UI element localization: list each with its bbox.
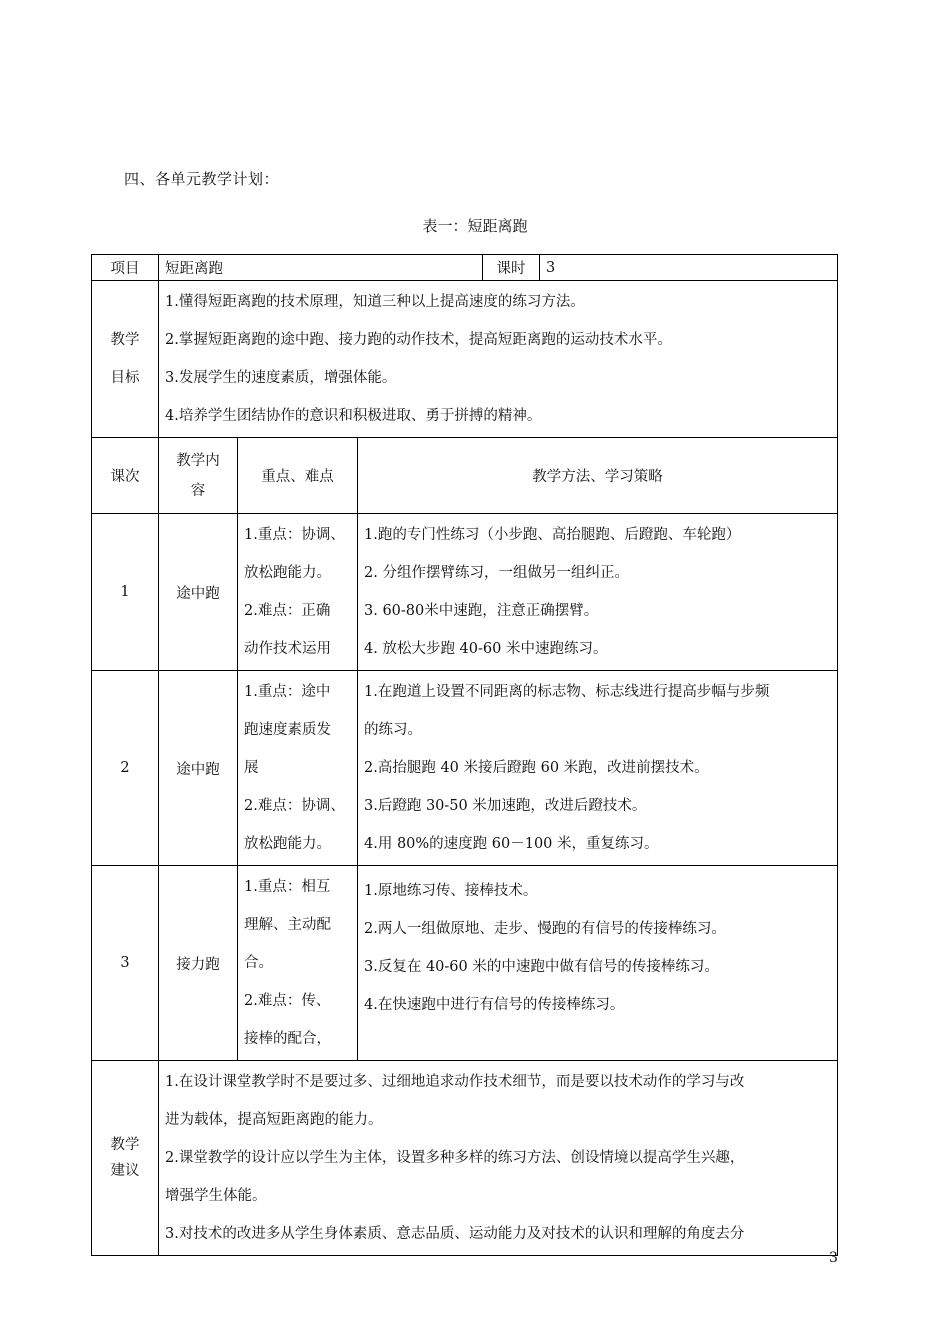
method-line: 4.在快速跑中进行有信号的传接棒练习。 <box>364 997 625 1013</box>
objectives-label-line: 目标 <box>110 370 140 386</box>
lesson-keypoints <box>238 671 358 866</box>
lesson-methods <box>358 866 838 1061</box>
teaching-plan-table <box>91 254 838 1256</box>
suggestion-line: 3.对技术的改进多从学生身体素质、意志品质、运动能力及对技术的认识和理解的角度去分 <box>165 1226 745 1242</box>
method-line: 3.后蹬跑 30-50 米加速跑，改进后蹬技术。 <box>364 798 647 814</box>
column-methods: 教学方法、学习策略 <box>358 438 838 514</box>
keypoint-line: 1.重点：途中 <box>244 684 331 700</box>
lesson-number: 1 <box>92 514 159 671</box>
objectives-label <box>92 281 159 438</box>
column-content <box>159 438 238 514</box>
suggestion-line: 增强学生体能。 <box>165 1188 267 1204</box>
method-line: 1.在跑道上设置不同距离的标志物、标志线进行提高步幅与步频 <box>364 684 770 700</box>
objectives-row <box>92 281 838 438</box>
method-line: 2.高抬腿跑 40 米接后蹬跑 60 米跑，改进前摆技术。 <box>364 760 709 776</box>
suggestions-content <box>159 1061 838 1256</box>
suggestions-label <box>92 1061 159 1256</box>
table-row <box>92 866 838 1061</box>
column-lesson: 课次 <box>92 438 159 514</box>
keypoint-line: 1.重点：相互 <box>244 879 331 895</box>
keypoint-line: 1.重点：协调、 <box>244 527 345 543</box>
lesson-content: 途中跑 <box>159 671 238 866</box>
objective-line: 2.掌握短距离跑的途中跑、接力跑的动作技术，提高短距离跑的运动技术水平。 <box>165 332 672 348</box>
keypoint-line: 接棒的配合， <box>244 1031 331 1047</box>
method-line: 2.两人一组做原地、走步、慢跑的有信号的传接棒练习。 <box>364 921 726 937</box>
hours-label: 课时 <box>483 255 540 281</box>
column-header-row <box>92 438 838 514</box>
keypoint-line: 展 <box>244 760 259 776</box>
keypoint-line: 放松跑能力。 <box>244 836 331 852</box>
method-line: 1.跑的专门性练习（小步跑、高抬腿跑、后蹬跑、车轮跑） <box>364 527 741 543</box>
keypoint-line: 2.难点：协调、 <box>244 798 345 814</box>
objective-line: 1.懂得短距离跑的技术原理，知道三种以上提高速度的练习方法。 <box>165 294 585 310</box>
table-row <box>92 514 838 671</box>
objective-line: 3.发展学生的速度素质，增强体能。 <box>165 370 397 386</box>
suggestions-label-line: 教学 <box>110 1137 140 1153</box>
hours-value: 3 <box>540 255 838 281</box>
lesson-number: 3 <box>92 866 159 1061</box>
keypoint-line: 合。 <box>244 955 273 971</box>
lesson-keypoints <box>238 866 358 1061</box>
column-content-line: 容 <box>190 482 206 499</box>
method-line: 1.原地练习传、接棒技术。 <box>364 883 538 899</box>
keypoint-line: 跑速度素质发 <box>244 722 331 738</box>
item-value: 短距离跑 <box>159 255 483 281</box>
section-heading: 四、各单元教学计划： <box>124 170 280 188</box>
method-line: 3. 60-80米中速跑，注意正确摆臂。 <box>364 603 599 619</box>
method-line: 的练习。 <box>364 722 422 738</box>
column-content-line: 教学内 <box>176 452 220 469</box>
table-header-row <box>92 255 838 281</box>
objectives-label-line: 教学 <box>110 332 140 348</box>
objective-line: 4.培养学生团结协作的意识和积极进取、勇于拼搏的精神。 <box>165 408 542 424</box>
suggestion-line: 进为载体，提高短距离跑的能力。 <box>165 1112 383 1128</box>
item-label: 项目 <box>92 255 159 281</box>
lesson-content: 途中跑 <box>159 514 238 671</box>
keypoint-line: 放松跑能力。 <box>244 565 331 581</box>
page-number: 3 <box>829 1250 838 1266</box>
table-row <box>92 671 838 866</box>
suggestion-line: 1.在设计课堂教学时不是要过多、过细地追求动作技术细节，而是要以技术动作的学习与改 <box>165 1074 745 1090</box>
suggestions-row <box>92 1061 838 1256</box>
lesson-content: 接力跑 <box>159 866 238 1061</box>
lesson-number: 2 <box>92 671 159 866</box>
keypoint-line: 动作技术运用 <box>244 641 331 657</box>
keypoint-line: 2.难点：正确 <box>244 603 331 619</box>
keypoint-line: 2.难点：传、 <box>244 993 331 1009</box>
objectives-content <box>159 281 838 438</box>
lesson-keypoints <box>238 514 358 671</box>
method-line: 3.反复在 40-60 米的中速跑中做有信号的传接棒练习。 <box>364 959 719 975</box>
suggestion-line: 2.课堂教学的设计应以学生为主体，设置多种多样的练习方法、创设情境以提高学生兴趣， <box>165 1150 745 1166</box>
lesson-methods <box>358 514 838 671</box>
lesson-methods <box>358 671 838 866</box>
column-keypoints: 重点、难点 <box>238 438 358 514</box>
method-line: 2. 分组作摆臂练习，一组做另一组纠正。 <box>364 565 629 581</box>
method-line: 4. 放松大步跑 40-60 米中速跑练习。 <box>364 641 608 657</box>
table-caption: 表一：短距离跑 <box>422 217 528 235</box>
keypoint-line: 理解、主动配 <box>244 917 331 933</box>
suggestions-label-line: 建议 <box>110 1163 140 1179</box>
method-line: 4.用 80%的速度跑 60－100 米，重复练习。 <box>364 836 659 852</box>
